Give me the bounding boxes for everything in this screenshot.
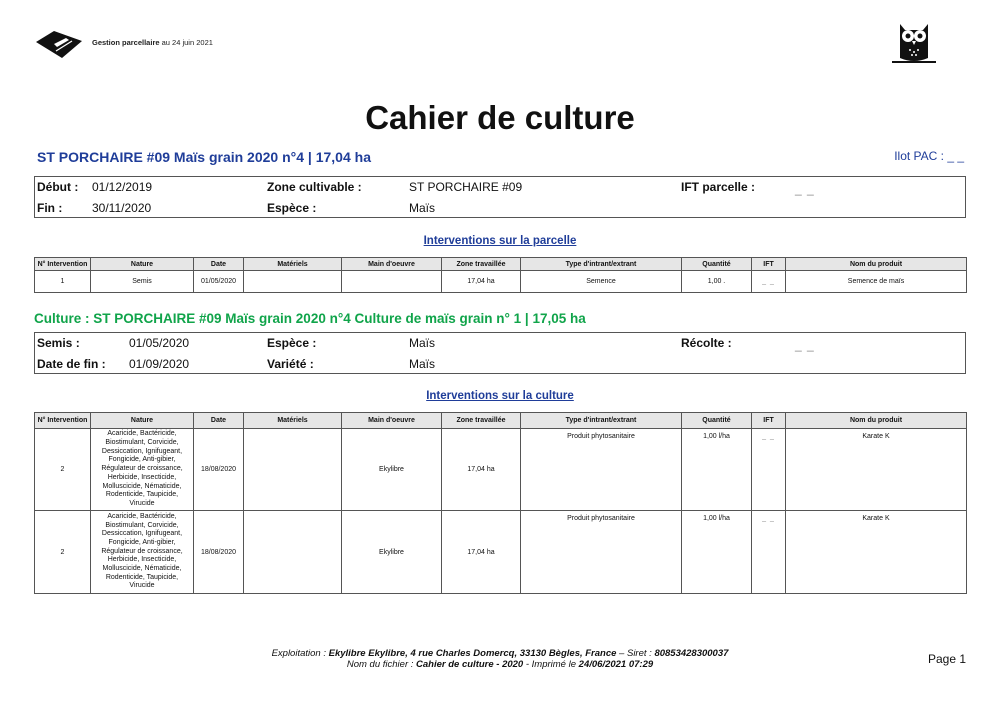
column-header: Nature — [91, 258, 194, 271]
main-oeuvre-cell: Ekylibre — [342, 511, 442, 594]
zone-cell: 17,04 ha — [442, 511, 521, 594]
quantite-cell: 1,00 . — [682, 271, 752, 293]
header-date: au 24 juin 2021 — [159, 38, 213, 47]
recolte-label: Récolte : — [681, 336, 732, 350]
zone-value: ST PORCHAIRE #09 — [409, 180, 523, 194]
column-header: Zone travaillée — [442, 258, 521, 271]
siret-value: 80853428300037 — [654, 648, 729, 659]
app-name: Gestion parcellaire — [92, 38, 160, 47]
main-oeuvre-cell — [342, 271, 442, 293]
date-cell: 01/05/2020 — [194, 271, 244, 293]
table-header-row — [35, 413, 967, 429]
intervention-number: 2 — [35, 511, 91, 594]
book-logo-icon — [36, 29, 82, 59]
column-header: Type d'intrant/extrant — [521, 413, 682, 429]
column-header: N° Intervention — [35, 258, 91, 271]
column-header: Quantité — [682, 413, 752, 429]
table-row — [35, 429, 967, 511]
column-header: Main d'oeuvre — [342, 413, 442, 429]
column-header: Matériels — [244, 258, 342, 271]
materiels-cell — [244, 429, 342, 511]
culture-info-box — [34, 332, 966, 374]
column-header: Date — [194, 413, 244, 429]
parcel-interventions-table — [34, 257, 967, 293]
column-header: Quantité — [682, 258, 752, 271]
debut-value: 01/12/2019 — [92, 180, 153, 194]
culture-interventions-title: Interventions sur la culture — [426, 390, 574, 402]
page-number: Page 1 — [928, 652, 967, 666]
column-header: Zone travaillée — [442, 413, 521, 429]
header-text — [92, 38, 213, 47]
siret-label: – Siret : — [616, 648, 655, 659]
nature-cell: Acaricide, Bactéricide, Biostimulant, Corvicide, Dessiccation, Ignifugeant, Fongicide, Anti-gibier, Régulateur de croissance, Herbicide, Insecticide, Molluscicide, Nématicide, Rodenticide, Taupicide, Virucide — [91, 429, 194, 511]
ift-cell: _ _ — [752, 271, 786, 293]
quantite-cell: 1,00 l/ha — [682, 511, 752, 594]
zone-cell: 17,04 ha — [442, 429, 521, 511]
date-fin-value: 01/09/2020 — [129, 357, 190, 371]
plot-info-box — [34, 176, 966, 218]
column-header: Matériels — [244, 413, 342, 429]
column-header: Nature — [91, 413, 194, 429]
column-header: Main d'oeuvre — [342, 258, 442, 271]
column-header: Nom du produit — [786, 258, 967, 271]
ift-cell: _ _ — [752, 511, 786, 594]
espece-label: Espèce : — [267, 201, 317, 215]
materiels-cell — [244, 271, 342, 293]
exploitation-value: Ekylibre Ekylibre, 4 rue Charles Domercq, 33130 Bègles, France — [328, 648, 617, 659]
main-oeuvre-cell: Ekylibre — [342, 429, 442, 511]
zone-label: Zone cultivable : — [267, 180, 362, 194]
materiels-cell — [244, 511, 342, 594]
debut-label: Début : — [37, 180, 79, 194]
produit-cell: Karate K — [786, 511, 967, 594]
produit-cell: Karate K — [786, 429, 967, 511]
type-cell: Produit phytosanitaire — [521, 511, 682, 594]
date-cell: 18/08/2020 — [194, 511, 244, 594]
quantite-cell: 1,00 l/ha — [682, 429, 752, 511]
intervention-number: 1 — [35, 271, 91, 293]
footer-line-2 — [0, 659, 1000, 670]
recolte-value: _ _ — [795, 338, 815, 352]
page-title: Cahier de culture — [365, 99, 635, 136]
espece-value: Maïs — [409, 201, 436, 215]
column-header: Nom du produit — [786, 413, 967, 429]
ilot-pac: Ilot PAC : _ _ — [894, 149, 964, 163]
column-header: Type d'intrant/extrant — [521, 258, 682, 271]
espece-label: Espèce : — [267, 336, 317, 350]
type-cell: Produit phytosanitaire — [521, 429, 682, 511]
produit-cell: Semence de maïs — [786, 271, 967, 293]
table-row — [35, 271, 967, 293]
parcel-interventions-title: Interventions sur la parcelle — [423, 235, 577, 247]
column-header: IFT — [752, 413, 786, 429]
fin-value: 30/11/2020 — [92, 201, 152, 215]
ift-label: IFT parcelle : — [681, 180, 756, 194]
ift-cell: _ _ — [752, 429, 786, 511]
intervention-number: 2 — [35, 429, 91, 511]
semis-label: Semis : — [37, 336, 80, 350]
variete-value: Maïs — [409, 357, 436, 371]
type-cell: Semence — [521, 271, 682, 293]
column-header: N° Intervention — [35, 413, 91, 429]
zone-cell: 17,04 ha — [442, 271, 521, 293]
culture-interventions-table — [34, 412, 967, 594]
printed-label: - Imprimé le — [523, 659, 579, 670]
column-header: IFT — [752, 258, 786, 271]
fin-label: Fin : — [37, 201, 63, 215]
file-label: Nom du fichier : — [346, 659, 417, 670]
file-value: Cahier de culture - 2020 — [416, 659, 524, 670]
footer — [0, 648, 1000, 670]
footer-line-1 — [0, 648, 1000, 659]
table-row — [35, 511, 967, 594]
nature-cell: Acaricide, Bactéricide, Biostimulant, Corvicide, Dessiccation, Ignifugeant, Fongicide, Anti-gibier, Régulateur de croissance, Herbicide, Insecticide, Molluscicide, Nématicide, Rodenticide, Taupicide, Virucide — [91, 511, 194, 594]
nature-cell: Semis — [91, 271, 194, 293]
column-header: Date — [194, 258, 244, 271]
exploitation-label: Exploitation : — [271, 648, 329, 659]
table-header-row — [35, 258, 967, 271]
semis-value: 01/05/2020 — [129, 336, 190, 350]
ift-value: _ _ — [795, 182, 815, 196]
culture-title: Culture : ST PORCHAIRE #09 Maïs grain 2020 n°4 Culture de maïs grain n° 1 | 17,05 ha — [34, 311, 586, 326]
date-fin-label: Date de fin : — [37, 357, 106, 371]
variete-label: Variété : — [267, 357, 314, 371]
date-cell: 18/08/2020 — [194, 429, 244, 511]
owl-logo-icon — [890, 18, 938, 66]
printed-value: 24/06/2021 07:29 — [578, 659, 654, 670]
espece-value: Maïs — [409, 336, 436, 350]
plot-title: ST PORCHAIRE #09 Maïs grain 2020 n°4 | 17,04 ha — [37, 149, 371, 165]
